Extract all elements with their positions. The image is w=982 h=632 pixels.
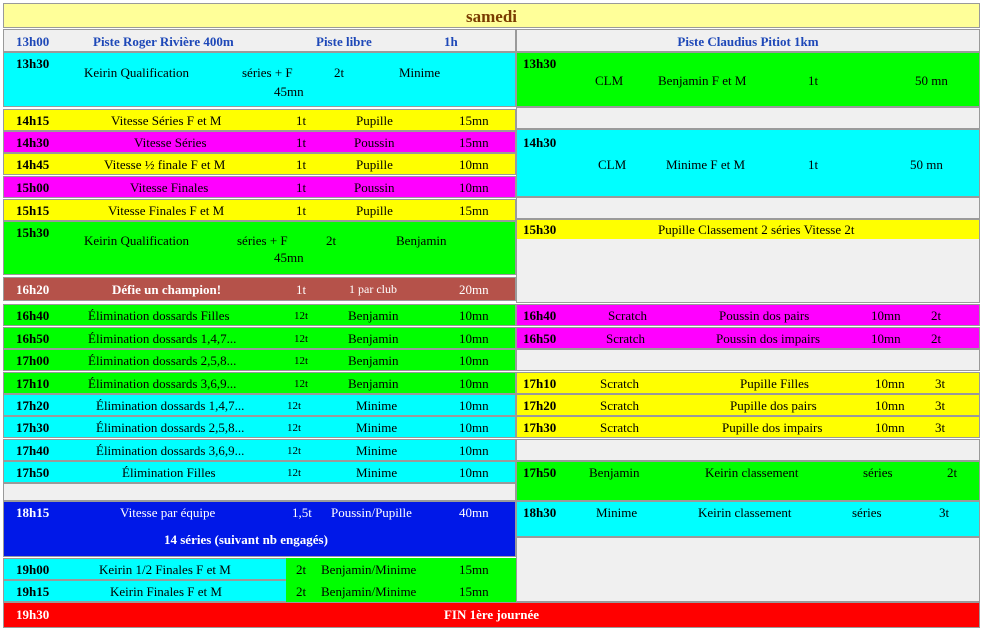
row-event: Scratch xyxy=(608,308,647,323)
row-category: Benjamin/Minime xyxy=(321,562,417,577)
row-time: 19h00 xyxy=(16,562,50,577)
row-duration: 15mn xyxy=(459,562,489,577)
row-time: 14h30 xyxy=(523,135,557,150)
footer-time: 19h30 xyxy=(16,607,50,622)
row-category: Pupille xyxy=(356,203,393,218)
row-tours: 1t xyxy=(808,73,819,88)
row-time: 14h30 xyxy=(16,135,50,150)
row-time: 18h15 xyxy=(16,505,50,520)
left-row-19h00 xyxy=(3,558,516,580)
right-row-14h30 xyxy=(516,129,980,197)
row-note: 14 séries (suivant nb engagés) xyxy=(164,532,328,547)
right-row-18h30 xyxy=(516,501,980,537)
left-row-17h40 xyxy=(3,439,516,461)
row-category: Poussin dos impairs xyxy=(716,331,821,346)
left-row-17h50 xyxy=(3,461,516,483)
row-time: 17h00 xyxy=(16,353,50,368)
header-left-piste: Piste Roger Rivière 400m xyxy=(93,34,234,49)
row-time: 15h00 xyxy=(16,180,50,195)
row-duration: 10mn xyxy=(871,308,901,323)
row-category: Benjamin xyxy=(348,308,399,323)
left-row-14h15 xyxy=(3,109,516,131)
footer-label: FIN 1ère journée xyxy=(443,607,540,622)
row-time: 14h15 xyxy=(16,113,50,128)
row-time: 17h30 xyxy=(523,420,557,435)
row-time: 14h45 xyxy=(16,157,50,172)
row-category: Pupille dos pairs xyxy=(730,398,817,413)
left-row-19h15 xyxy=(3,580,516,602)
right-row-17h30 xyxy=(516,416,980,438)
row-duration: 20mn xyxy=(459,282,489,297)
row-tours: 12t xyxy=(287,467,302,479)
row-event: Élimination dossards 2,5,8... xyxy=(96,420,245,435)
row-event: Vitesse Séries F et M xyxy=(111,113,222,128)
row-event: Scratch xyxy=(600,420,639,435)
row-category: Minime xyxy=(399,65,441,80)
row-time: 17h10 xyxy=(523,376,557,391)
row-duration: 10mn xyxy=(875,420,905,435)
right-spacer xyxy=(516,107,980,129)
row-time: 13h30 xyxy=(523,56,557,71)
left-spacer xyxy=(3,483,516,501)
row-duration: 45mn xyxy=(274,84,304,99)
row-time: 13h30 xyxy=(16,56,50,71)
header-right-piste: Piste Claudius Pitiot 1km xyxy=(677,34,819,49)
row-tours: 3t xyxy=(935,420,946,435)
row-event: CLM xyxy=(598,157,627,172)
row-time: 15h15 xyxy=(16,203,50,218)
row-event: Keirin 1/2 Finales F et M xyxy=(99,562,231,577)
row-duration: 10mn xyxy=(875,398,905,413)
row-event: Vitesse par équipe xyxy=(120,505,216,520)
right-row-17h50 xyxy=(516,461,980,501)
left-row-17h00 xyxy=(3,349,516,371)
left-row-17h30 xyxy=(3,416,516,438)
row-time: 17h10 xyxy=(16,376,50,391)
row-tours: 2t xyxy=(296,562,307,577)
right-row-15h30 xyxy=(516,219,980,303)
row-duration: 45mn xyxy=(274,250,304,265)
row-duration: 10mn xyxy=(459,420,489,435)
right-spacer xyxy=(516,439,980,461)
row-series: séries + F xyxy=(242,65,293,80)
row-time: 17h50 xyxy=(16,465,50,480)
header-left-mode: Piste libre xyxy=(316,34,372,49)
row-category: Benjamin xyxy=(348,353,399,368)
row-time: 15h30 xyxy=(523,222,557,237)
row-tours: 1t xyxy=(296,135,307,150)
row-category: Pupille dos impairs xyxy=(722,420,823,435)
row-event: Vitesse ½ finale F et M xyxy=(104,157,226,172)
row-event: Vitesse Finales F et M xyxy=(108,203,225,218)
header-left-time: 13h00 xyxy=(16,34,50,49)
row-tours: 3t xyxy=(935,398,946,413)
row-series: séries xyxy=(852,505,882,520)
row-event: Minime xyxy=(596,505,638,520)
row-tours: 12t xyxy=(294,333,309,345)
left-row-15h30 xyxy=(3,221,516,275)
row-duration: 10mn xyxy=(871,331,901,346)
row-duration: 10mn xyxy=(459,308,489,323)
row-category: Minime xyxy=(356,443,398,458)
row-category: Poussin xyxy=(354,180,395,195)
left-row-16h20 xyxy=(3,277,516,301)
header-left xyxy=(3,29,516,52)
row-category: Benjamin xyxy=(396,233,447,248)
row-time: 19h15 xyxy=(16,584,50,599)
row-time: 17h50 xyxy=(523,465,557,480)
left-row-17h20 xyxy=(3,394,516,416)
day-title: samedi xyxy=(466,7,517,26)
row-event: Scratch xyxy=(606,331,645,346)
row-category: Poussin xyxy=(354,135,395,150)
row-category: Benjamin xyxy=(348,376,399,391)
right-row-17h10 xyxy=(516,372,980,394)
row-event: Élimination dossards 3,6,9... xyxy=(88,376,237,391)
right-row-13h30 xyxy=(516,52,980,107)
row-category: Keirin classement xyxy=(705,465,799,480)
row-event: Vitesse Finales xyxy=(130,180,209,195)
left-row-16h50 xyxy=(3,327,516,349)
row-category: Benjamin/Minime xyxy=(321,584,417,599)
row-event: Élimination dossards 1,4,7... xyxy=(96,398,245,413)
row-tours: 2t xyxy=(931,308,942,323)
row-event: Keirin Finales F et M xyxy=(110,584,222,599)
row-duration: 10mn xyxy=(459,465,489,480)
row-category: Minime F et M xyxy=(666,157,746,172)
row-time: 16h50 xyxy=(523,331,557,346)
row-duration: 10mn xyxy=(459,157,489,172)
row-event: Élimination dossards 3,6,9... xyxy=(96,443,245,458)
left-row-15h00 xyxy=(3,176,516,198)
row-tours: 12t xyxy=(287,400,302,412)
row-category: Keirin classement xyxy=(698,505,792,520)
row-time: 16h20 xyxy=(16,282,50,297)
header-left-duration: 1h xyxy=(444,34,458,49)
row-time: 17h40 xyxy=(16,443,50,458)
right-spacer xyxy=(516,349,980,371)
right-spacer xyxy=(516,537,980,602)
row-tours: 1t xyxy=(296,203,307,218)
row-tours: 1t xyxy=(296,157,307,172)
row-duration: 15mn xyxy=(459,584,489,599)
row-tours: 2t xyxy=(931,331,942,346)
row-tours: 12t xyxy=(287,422,302,434)
row-duration: 50 mn xyxy=(915,73,948,88)
row-event: Élimination dossards 2,5,8... xyxy=(88,353,237,368)
row-event: Keirin Qualification xyxy=(84,233,190,248)
row-event: Keirin Qualification xyxy=(84,65,190,80)
row-event: Benjamin xyxy=(589,465,640,480)
row-category: Pupille Filles xyxy=(740,376,809,391)
left-row-14h45 xyxy=(3,153,516,175)
row-tours: 12t xyxy=(287,445,302,457)
row-event: CLM xyxy=(595,73,624,88)
row-duration: 10mn xyxy=(459,353,489,368)
row-category: Minime xyxy=(356,398,398,413)
row-tours: 12t xyxy=(294,310,309,322)
right-row-17h20 xyxy=(516,394,980,416)
row-category: Poussin dos pairs xyxy=(719,308,810,323)
row-tours: 1,5t xyxy=(292,505,312,520)
row-event: Pupille Classement 2 séries Vitesse 2t xyxy=(658,222,855,237)
right-row-16h40 xyxy=(516,304,980,326)
row-time: 16h40 xyxy=(523,308,557,323)
row-tours: 2t xyxy=(296,584,307,599)
row-event: Scratch xyxy=(600,398,639,413)
row-tours: 12t xyxy=(294,378,309,390)
row-event: Scratch xyxy=(600,376,639,391)
left-row-16h40 xyxy=(3,304,516,326)
row-tours: 2t xyxy=(326,233,337,248)
row-tours: 1t xyxy=(296,113,307,128)
row-tours: 2t xyxy=(947,465,958,480)
right-spacer xyxy=(516,197,980,219)
row-series: séries + F xyxy=(237,233,288,248)
row-event: Élimination Filles xyxy=(122,465,216,480)
row-category: Benjamin F et M xyxy=(658,73,747,88)
row-category: Pupille xyxy=(356,157,393,172)
left-row-18h15 xyxy=(3,501,516,557)
row-event: Vitesse Séries xyxy=(134,135,207,150)
row-time: 16h40 xyxy=(16,308,50,323)
row-event: Défie un champion! xyxy=(112,282,222,297)
row-tours: 3t xyxy=(939,505,950,520)
row-category: Pupille xyxy=(356,113,393,128)
day-title-bar xyxy=(3,3,980,28)
row-time: 17h20 xyxy=(16,398,50,413)
row-duration: 10mn xyxy=(459,398,489,413)
row-duration: 40mn xyxy=(459,505,489,520)
row-time: 17h20 xyxy=(523,398,557,413)
row-tours: 1t xyxy=(296,180,307,195)
row-duration: 15mn xyxy=(459,135,489,150)
row-tours: 1t xyxy=(808,157,819,172)
row-duration: 50 mn xyxy=(910,157,943,172)
row-category: Minime xyxy=(356,465,398,480)
row-duration: 10mn xyxy=(459,376,489,391)
row-duration: 10mn xyxy=(875,376,905,391)
footer-row xyxy=(3,602,980,628)
row-time: 16h50 xyxy=(16,331,50,346)
row-duration: 15mn xyxy=(459,113,489,128)
row-series: séries xyxy=(863,465,893,480)
right-row-16h50 xyxy=(516,327,980,349)
left-row-17h10 xyxy=(3,372,516,394)
row-duration: 10mn xyxy=(459,180,489,195)
row-duration: 15mn xyxy=(459,203,489,218)
row-time: 15h30 xyxy=(16,225,50,240)
row-time: 18h30 xyxy=(523,505,557,520)
row-event: Élimination dossards Filles xyxy=(88,308,230,323)
row-category: Poussin/Pupille xyxy=(331,505,412,520)
row-tours: 12t xyxy=(294,355,309,367)
row-tours: 2t xyxy=(334,65,345,80)
left-row-15h15 xyxy=(3,199,516,221)
left-row-14h30 xyxy=(3,131,516,153)
row-duration: 10mn xyxy=(459,331,489,346)
left-row-13h30 xyxy=(3,52,516,107)
header-right xyxy=(516,29,980,52)
row-tours: 3t xyxy=(935,376,946,391)
row-event: Élimination dossards 1,4,7... xyxy=(88,331,237,346)
row-category: 1 par club xyxy=(349,282,397,296)
row-category: Minime xyxy=(356,420,398,435)
row-duration: 10mn xyxy=(459,443,489,458)
row-category: Benjamin xyxy=(348,331,399,346)
row-time: 17h30 xyxy=(16,420,50,435)
row-tours: 1t xyxy=(296,282,307,297)
